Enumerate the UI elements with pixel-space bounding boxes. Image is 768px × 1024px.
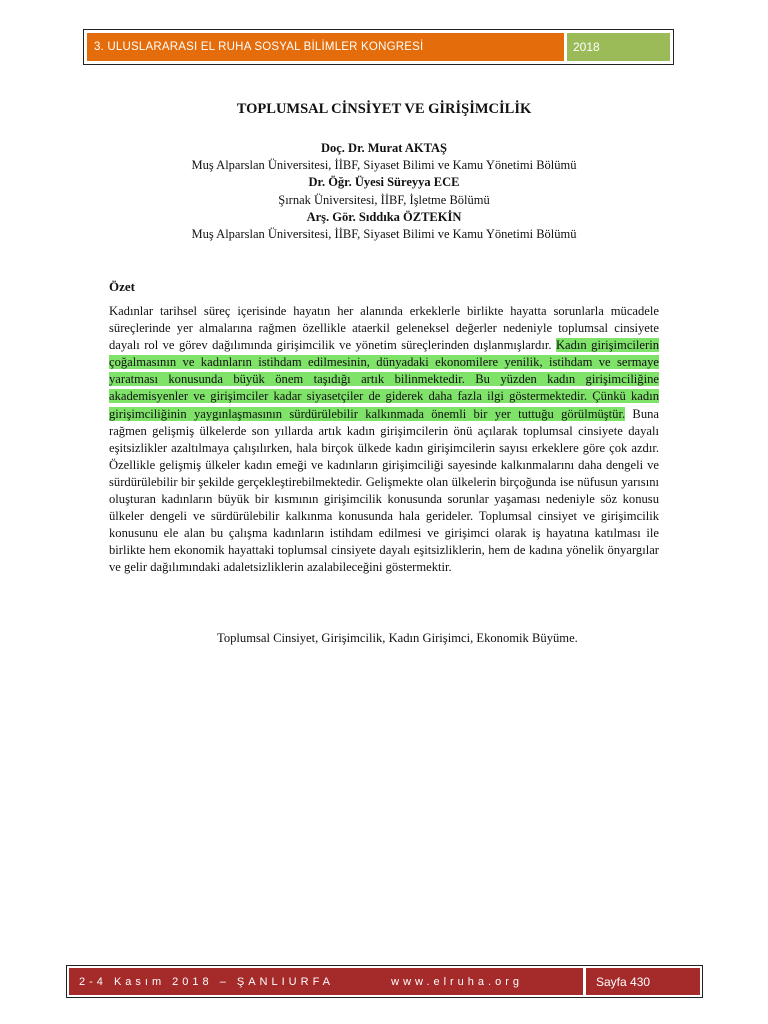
keywords: Toplumsal Cinsiyet, Girişimcilik, Kadın Girişimci, Ekonomik Büyüme. <box>217 631 578 645</box>
page-footer <box>66 965 703 998</box>
author-block <box>0 140 768 243</box>
congress-title: 3. ULUSLARARASI EL RUHA SOSYAL BİLİMLER KONGRESİ <box>87 33 564 61</box>
author-name: Doç. Dr. Murat AKTAŞ <box>320 141 448 155</box>
author-affiliation: Muş Alparslan Üniversitesi, İİBF, Siyaset Bilimi ve Kamu Yönetimi Bölümü <box>191 158 577 173</box>
author-name: Dr. Öğr. Üyesi Süreyya ECE <box>308 175 460 190</box>
abstract-text <box>109 303 659 577</box>
footer-info <box>69 968 583 995</box>
abstract-heading: Özet <box>109 279 135 294</box>
author-affiliation: Muş Alparslan Üniversitesi, İİBF, Siyaset Bilimi ve Kamu Yönetimi Bölümü <box>191 227 577 242</box>
page-number: Sayfa 430 <box>586 968 700 995</box>
header-year: 2018 <box>567 33 670 61</box>
footer-date-place: 2-4 Kasım 2018 – ŞANLIURFA <box>79 975 335 988</box>
footer-website: www.elruha.org <box>391 975 523 988</box>
author-affiliation: Şırnak Üniversitesi, İİBF, İşletme Bölümü <box>278 192 490 207</box>
abstract-part-2: Buna rağmen gelişmiş ülkelerde son yıllarda artık kadın girişimcilerin önü açılarak toplumsal cinsiyete dayalı eşitsizlikler azaltılmaya çalışılırken, hala birçok ülkede kadın girişimcilerin sayısı erkeklere göre çok azdır. Özellikle gelişmiş ülkeler kadın emeği ve kadınların girişimciliği sayesinde kalkınmalarını daha dengeli ve sürdürülebilir bir şekilde gerçekleştirebilmektedir. Gelişmekte olan ülkelerin birçoğunda ise nüfusun yarısını oluşturan kadınların büyük bir kısmının girişimcilik konusunda sorunlar yaşaması nedeniyle söz konusu ülkeler dengeli ve sürdürülebilir kalkınma konusunda hala gerideler. Toplumsal cinsiyet ve girişimcilik konusunu ele alan bu çalışma kadınların istihdam edilmesi ve girişimci olarak iş hayatına katılması ile birlikte hem ekonomik hayattaki toplumsal cinsiyete dayalı eşitsizliklerin, hem de kadına yönelik önyargılar ve gelir dağılımındaki adaletsizliklerin azalabileceğini göstermektir. <box>109 406 660 575</box>
highlighted-passage: Kadın girişimcilerin çoğalmasının ve kadınların istihdam edilmesinin, dünyadaki ekonomilere yenilik, istihdam ve sermaye yaratması konusunda büyük önem taşıdığı artık bilinmektedir. Bu yüzden kadın girişimciliğine akademisyenler ve girişimciler kadar siyasetçiler de giderek daha fazla ilgi göstermektedir. Çünkü kadın girişimciliğinin yaygınlaşmasının sürdürülebilir kalkınmada önemli bir yer tuttuğu görülmüştür. <box>109 338 660 421</box>
author-name: Arş. Gör. Sıddıka ÖZTEKİN <box>306 209 462 224</box>
paper-title: TOPLUMSAL CİNSİYET VE GİRİŞİMCİLİK <box>236 101 532 117</box>
page-header <box>83 29 674 65</box>
abstract-part-1: Kadınlar tarihsel süreç içerisinde hayatın her alanında erkeklerle birlikte hayatta sorunlarla mücadele süreçlerinde yer almalarına rağmen özellikle ataerkil geleneksel değerler nedeniyle toplumsal cinsiyete dayalı rol ve görev dağılımında girişimcilik ve yönetim süreçlerinden dışlanmışlardır. <box>109 304 659 353</box>
